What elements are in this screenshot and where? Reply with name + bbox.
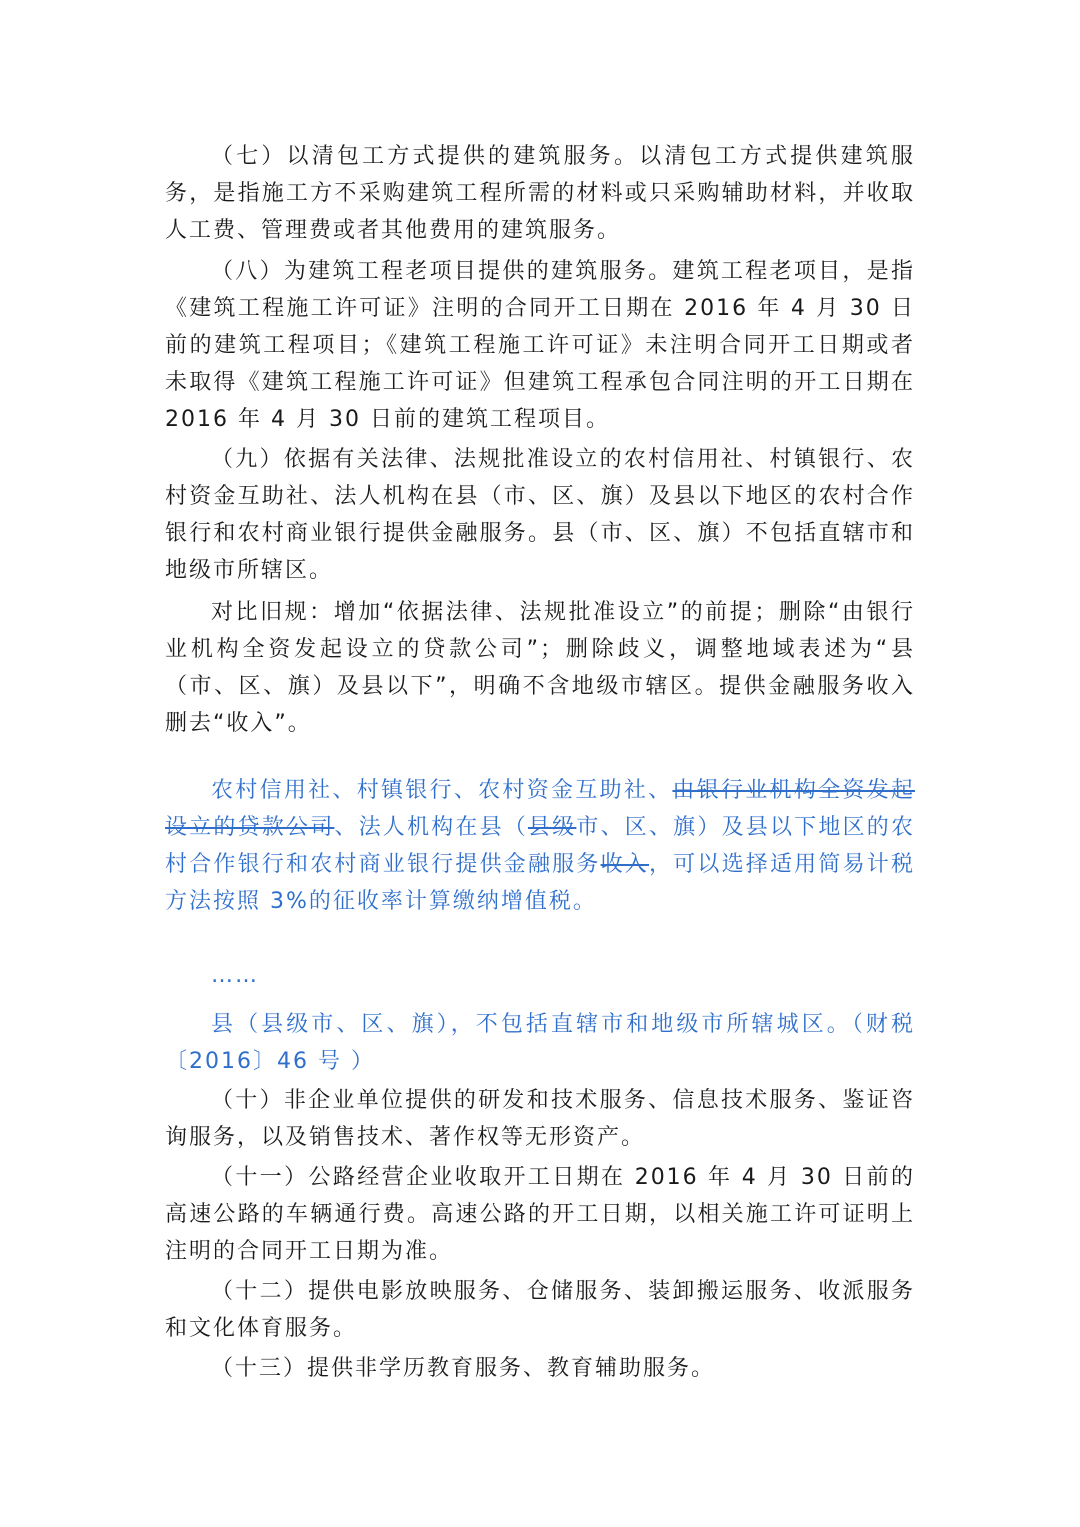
county-definition-note: 县（县级市、区、旗），不包括直辖市和地级市所辖城区。（财税〔2016〕46 号 ）	[165, 1012, 915, 1074]
ellipsis: ……	[211, 963, 259, 988]
deleted-text: 收入	[600, 852, 649, 877]
old-rule-segment: 市、区、旗）及县以下地区的农村合作银行和农村商业银行提供金融服务	[165, 815, 915, 877]
old-rule-segment: 、法人机构在县（	[334, 815, 528, 840]
paragraph-item-9: （九）依据有关法律、法规批准设立的农村信用社、村镇银行、农村资金互助社、法人机构在县（市、区、旗）及县以下地区的农村合作银行和农村商业银行提供金融服务。县（市、区、旗）不包括直辖市和地级市所辖区。	[165, 447, 915, 583]
paragraph-item-8: （八）为建筑工程老项目提供的建筑服务。建筑工程老项目，是指《建筑工程施工许可证》注明的合同开工日期在 2016 年 4 月 30 日前的建筑工程项目；《建筑工程施工许可证》未注明合同开工日期或者未取得《建筑工程施工许可证》但建筑工程承包合同注明的开工日期在 2016 年 4 月 30 日前的建筑工程项目。	[165, 259, 915, 432]
paragraph-item-10: （十）非企业单位提供的研发和技术服务、信息技术服务、鉴证咨询服务，以及销售技术、著作权等无形资产。	[165, 1088, 915, 1150]
old-rule-segment: 农村信用社、村镇银行、农村资金互助社、	[211, 778, 673, 803]
paragraph-item-7: （七）以清包工方式提供的建筑服务。以清包工方式提供建筑服务，是指施工方不采购建筑工程所需的材料或只采购辅助材料，并收取人工费、管理费或者其他费用的建筑服务。	[165, 144, 915, 243]
old-rule-segment: ，可以选择适用简易计税方法按照 3%的征收率计算缴纳增值税。	[165, 852, 915, 914]
old-rule-text	[165, 772, 915, 920]
paragraph-item-11: （十一）公路经营企业收取开工日期在 2016 年 4 月 30 日前的高速公路的车辆通行费。高速公路的开工日期，以相关施工许可证明上注明的合同开工日期为准。	[165, 1165, 915, 1264]
paragraph-item-13: （十三）提供非学历教育服务、教育辅助服务。	[211, 1356, 716, 1381]
deleted-text: 县级	[527, 815, 577, 840]
deleted-text: 由银行业机构全资发起设立的贷款公司	[165, 778, 915, 840]
paragraph-item-12: （十二）提供电影放映服务、仓储服务、装卸搬运服务、收派服务和文化体育服务。	[165, 1279, 915, 1341]
comparison-note: 对比旧规：增加“依据法律、法规批准设立”的前提；删除“由银行业机构全资发起设立的贷款公司”；删除歧义，调整地域表述为“县（市、区、旗）及县以下”，明确不含地级市辖区。提供金融服务收入删去“收入”。	[165, 600, 915, 736]
